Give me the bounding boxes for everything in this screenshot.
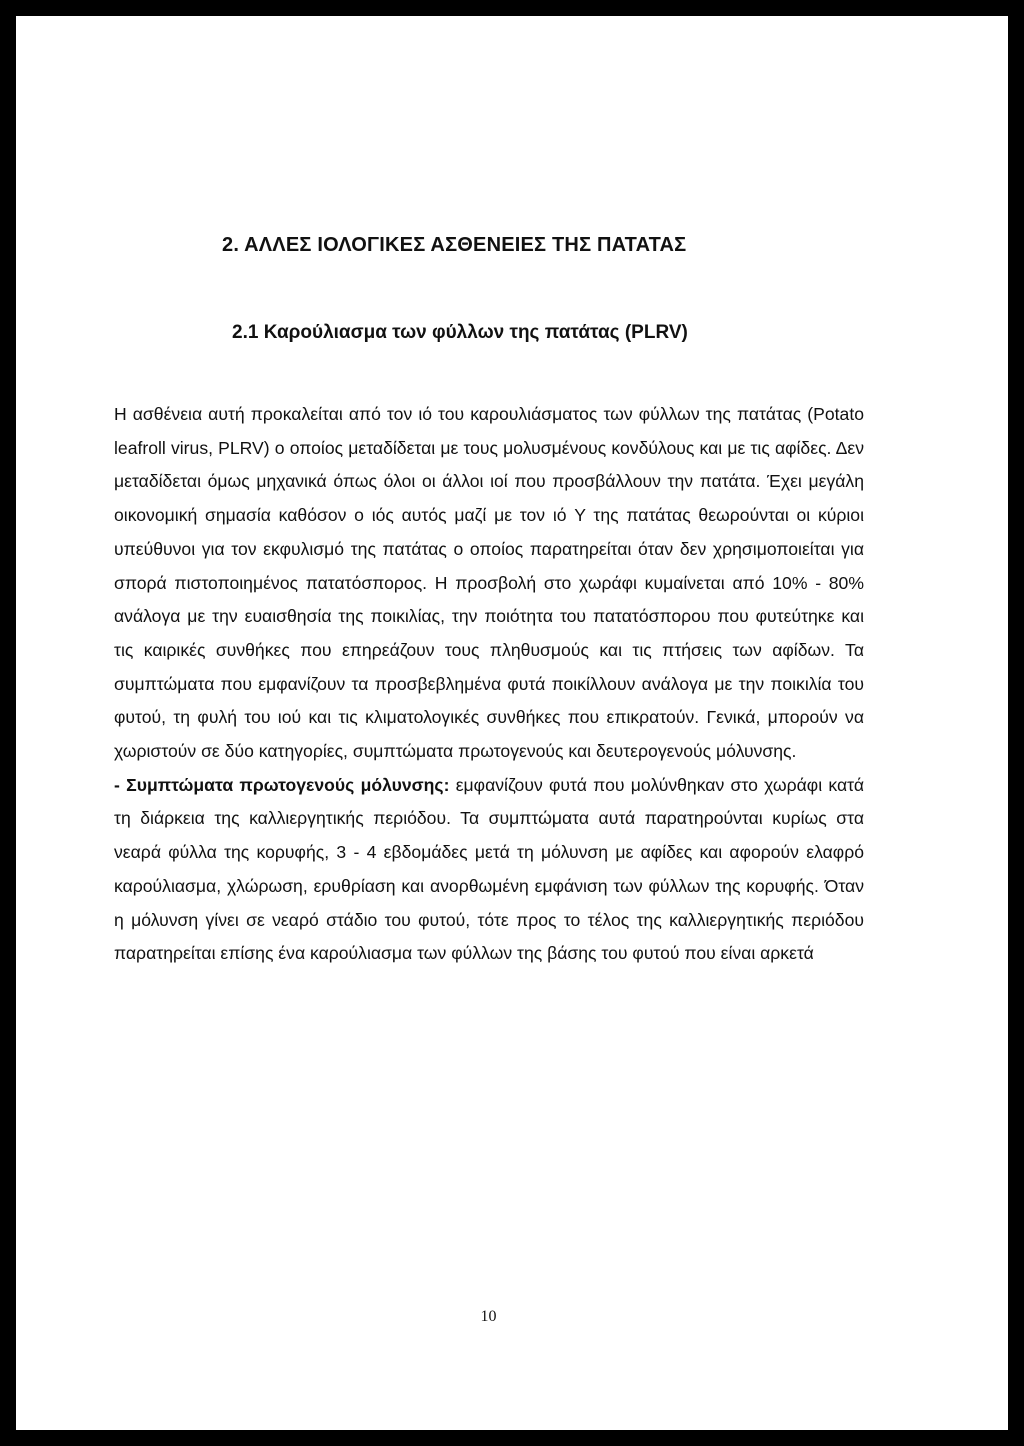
bullet-description: εμφανίζουν φυτά που μολύνθηκαν στο χωράφι κατά τη διάρκεια της καλλιεργητικής περιόδου. Τα συμπτώματα αυτά παρατηρούνται κυρίως στα νεαρά φύλλα της κορυφής, 3 - 4 εβδομάδες μετά τη μόλυνση με αφίδες και αφορούν ελαφρό καρούλιασμα, χλώρωση, ερυθρίαση και ανορθωμένη εμφάνιση των φύλλων της κορυφής. Όταν η μόλυνση γίνει σε νεαρό στάδιο του φυτού, τότε προς το τέλος της καλλιεργητικής περιόδου παρατηρείται επίσης ένα καρούλιασμα των φύλλων της βάσης του φυτού που είναι αρκετά <box>114 774 865 964</box>
page-number: 10 <box>480 1308 497 1325</box>
bullet-prefix: - <box>114 774 127 795</box>
paragraph-intro: Η ασθένεια αυτή προκαλείται από τον ιό του καρουλιάσματος των φύλλων της πατάτας (Potato leafroll virus, PLRV) ο οποίος μεταδίδεται με τους μολυσμένους κονδύλους και με τις αφίδες. Δεν μεταδίδεται όμως μηχανικά όπως όλοι οι άλλοι ιοί που προσβάλλουν την πατάτα. Έχει μεγάλη οικονομική σημασία καθόσον ο ιός αυτός μαζί με τον ιό Y της πατάτας θεωρούνται οι κύριοι υπεύθυνοι για τον εκφυλισμό της πατάτας ο οποίος παρατηρείται όταν δεν χρησιμοποιείται για σπορά πιστοποιημένος πατατόσπορος. Η προσβολή στο χωράφι κυμαίνεται από 10% - 80% ανάλογα με την ευαισθησία της ποικιλίας, την ποιότητα του πατατόσπορου που φυτεύτηκε και τις καιρικές συνθήκες που επηρεάζουν τους πληθυσμούς και τις πτήσεις των αφίδων. Τα συμπτώματα που εμφανίζουν τα προσβεβλημένα φυτά ποικίλλουν ανάλογα με την ποικιλία του φυτού, τη φυλή του ιού και τις κλιματολογικές συνθήκες που επικρατούν. Γενικά, μπορούν να χωριστούν σε δύο κατηγορίες, συμπτώματα πρωτογενούς και δευτερογενούς μόλυνσης. <box>114 404 864 762</box>
bullet-term: Συμπτώματα πρωτογενούς μόλυνσης: <box>126 774 450 795</box>
body-text <box>114 398 864 971</box>
chapter-title: 2. ΑΛΛΕΣ ΙΟΛΟΓΙΚΕΣ ΑΣΘΕΝΕΙΕΣ ΤΗΣ ΠΑΤΑΤΑΣ <box>222 234 687 256</box>
bullet-paragraph <box>114 769 864 971</box>
document-page <box>16 16 1008 1430</box>
section-title: 2.1 Καρούλιασμα των φύλλων της πατάτας (PLRV) <box>232 322 688 343</box>
